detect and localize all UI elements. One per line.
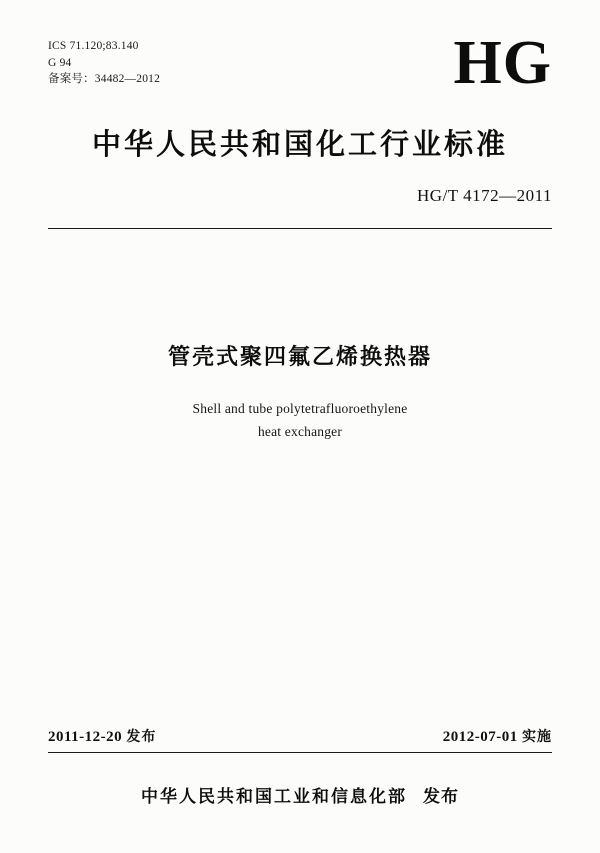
effective-date-cell	[443, 726, 552, 746]
national-standard-title: 中华人民共和国化工行业标准	[91, 127, 508, 161]
issue-date: 2011-12-20	[48, 729, 123, 745]
issue-date-label: 发布	[126, 729, 157, 745]
divider-top	[48, 228, 552, 229]
document-title-cn: 管壳式聚四氟乙烯换热器	[167, 345, 432, 370]
effective-date: 2012-07-01	[442, 729, 518, 745]
hg-logo: HG	[453, 29, 552, 97]
dates-row	[48, 726, 552, 746]
document-title-en-line2: heat exchanger	[257, 423, 343, 439]
classification-code: G 94	[48, 56, 72, 69]
ics-code: ICS 71.120;83.140	[48, 40, 139, 52]
divider-bottom	[48, 752, 552, 753]
standard-number: HG/T 4172—2011	[417, 186, 552, 205]
cover-metadata-block	[48, 38, 160, 88]
record-number: 备案号：34482—2012	[48, 73, 161, 86]
issuer-row	[0, 782, 600, 807]
document-title-en-line1: Shell and tube polytetrafluoroethylene	[192, 401, 408, 416]
effective-date-label: 实施	[522, 729, 552, 745]
issue-date-cell	[48, 726, 156, 746]
issuer-name: 中华人民共和国工业和信息化部	[141, 787, 407, 807]
issuer-action-label: 发布	[423, 787, 459, 807]
document-title-en	[0, 398, 600, 444]
